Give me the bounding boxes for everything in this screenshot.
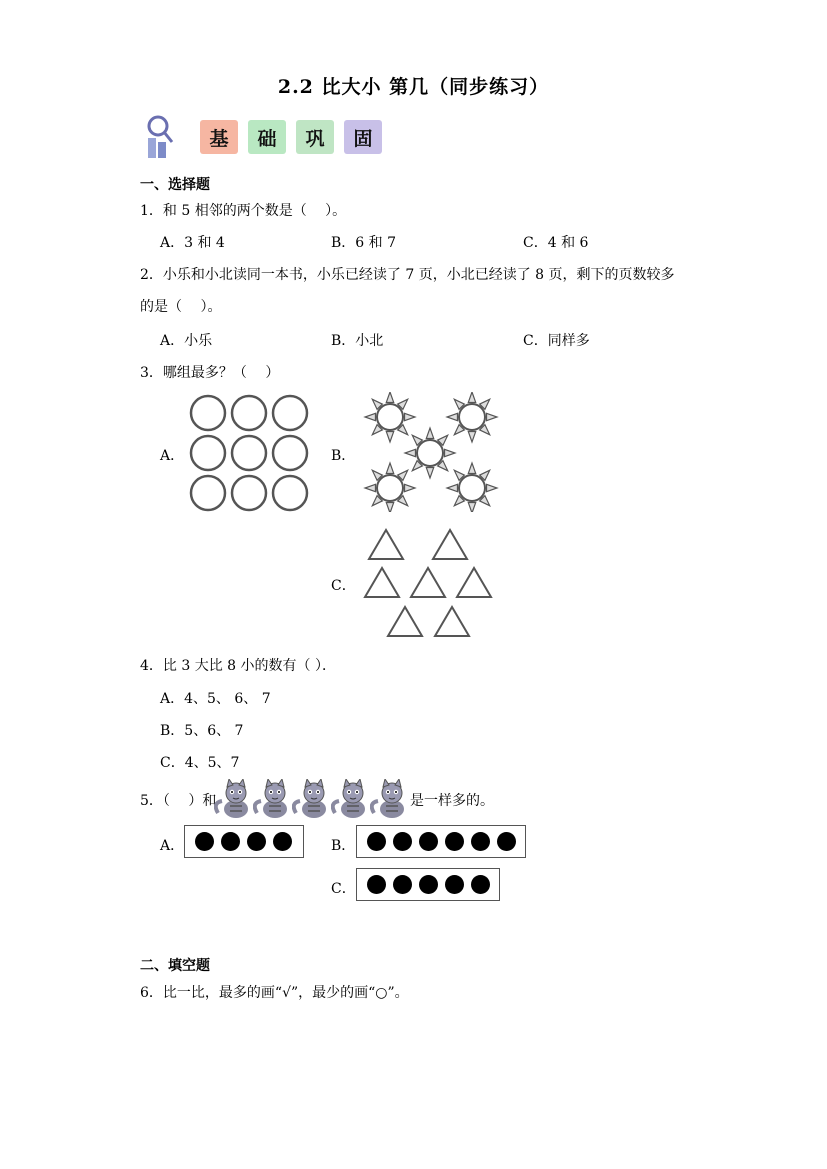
q3-option-a[interactable]: A． [160, 448, 185, 464]
magnifier-building-icon [140, 112, 180, 162]
circles-group-image [188, 394, 312, 514]
q5-option-b-dots [356, 825, 526, 858]
banner-char-2: 础 [248, 120, 286, 154]
dot-icon [471, 832, 490, 851]
dot-icon [367, 875, 386, 894]
sun-icon [405, 428, 455, 478]
q2-option-a[interactable]: A．小乐 [160, 333, 213, 349]
question-2-line2: 的是（ ）。 [140, 299, 222, 315]
section-heading-choice: 一、选择题 [140, 177, 210, 193]
dot-icon [445, 875, 464, 894]
sun-icon [447, 463, 497, 512]
cat-icon [331, 779, 369, 823]
q5-option-a[interactable]: A． [160, 838, 185, 854]
dot-icon [419, 875, 438, 894]
cat-icon [292, 779, 330, 823]
question-4: 4．比 3 大比 8 小的数有（ ）． [140, 658, 336, 674]
dot-icon [445, 832, 464, 851]
q1-option-a[interactable]: A．3 和 4 [160, 235, 225, 251]
dot-icon [471, 875, 490, 894]
dot-icon [419, 832, 438, 851]
q2-option-c[interactable]: C．同样多 [523, 333, 590, 349]
q3-option-b[interactable]: B． [331, 448, 356, 464]
q4-option-c[interactable]: C．4、5、7 [160, 755, 240, 771]
dot-icon [393, 832, 412, 851]
q5-option-c-dots [356, 868, 500, 901]
sun-icon [365, 392, 415, 442]
q4-option-b[interactable]: B．5、6、 7 [160, 723, 244, 739]
dot-icon [273, 832, 292, 851]
q4-option-a[interactable]: A．4、5、 6、 7 [160, 691, 271, 707]
dot-icon [393, 875, 412, 894]
banner-char-1: 基 [200, 120, 238, 154]
dot-icon [221, 832, 240, 851]
dot-icon [367, 832, 386, 851]
cat-icon [253, 779, 291, 823]
cat-icon [370, 779, 408, 823]
q1-option-b[interactable]: B．6 和 7 [331, 235, 397, 251]
q5-option-c[interactable]: C． [331, 881, 356, 897]
q3-option-c[interactable]: C． [331, 578, 356, 594]
suns-group-image [356, 392, 506, 512]
banner-char-3: 巩 [296, 120, 334, 154]
question-1: 1．和 5 相邻的两个数是（ ）。 [140, 203, 347, 219]
section-banner [140, 112, 400, 162]
cats-row [214, 779, 414, 819]
sun-icon [447, 392, 497, 442]
dot-icon [497, 832, 516, 851]
dot-icon [247, 832, 266, 851]
question-3: 3．哪组最多？（ ） [140, 365, 280, 381]
question-5-prefix: 5．（ ）和 [140, 793, 217, 809]
question-5-suffix: 是一样多的。 [410, 793, 494, 809]
sun-icon [365, 463, 415, 512]
q1-option-c[interactable]: C．4 和 6 [523, 235, 589, 251]
cat-icon [214, 779, 252, 823]
q5-option-a-dots [184, 825, 304, 858]
banner-char-4: 固 [344, 120, 382, 154]
question-6: 6．比一比，最多的画“√”，最少的画“○”。 [140, 985, 409, 1001]
triangles-group-image [362, 527, 494, 641]
q2-option-b[interactable]: B．小北 [331, 333, 384, 349]
dot-icon [195, 832, 214, 851]
page-title: 2.2 比大小 第几（同步练习） [277, 76, 550, 98]
section-heading-fill: 二、填空题 [140, 958, 210, 974]
q5-option-b[interactable]: B． [331, 838, 356, 854]
question-2-line1: 2．小乐和小北读同一本书，小乐已经读了 7 页，小北已经读了 8 页，剩下的页数较多 [140, 267, 675, 283]
